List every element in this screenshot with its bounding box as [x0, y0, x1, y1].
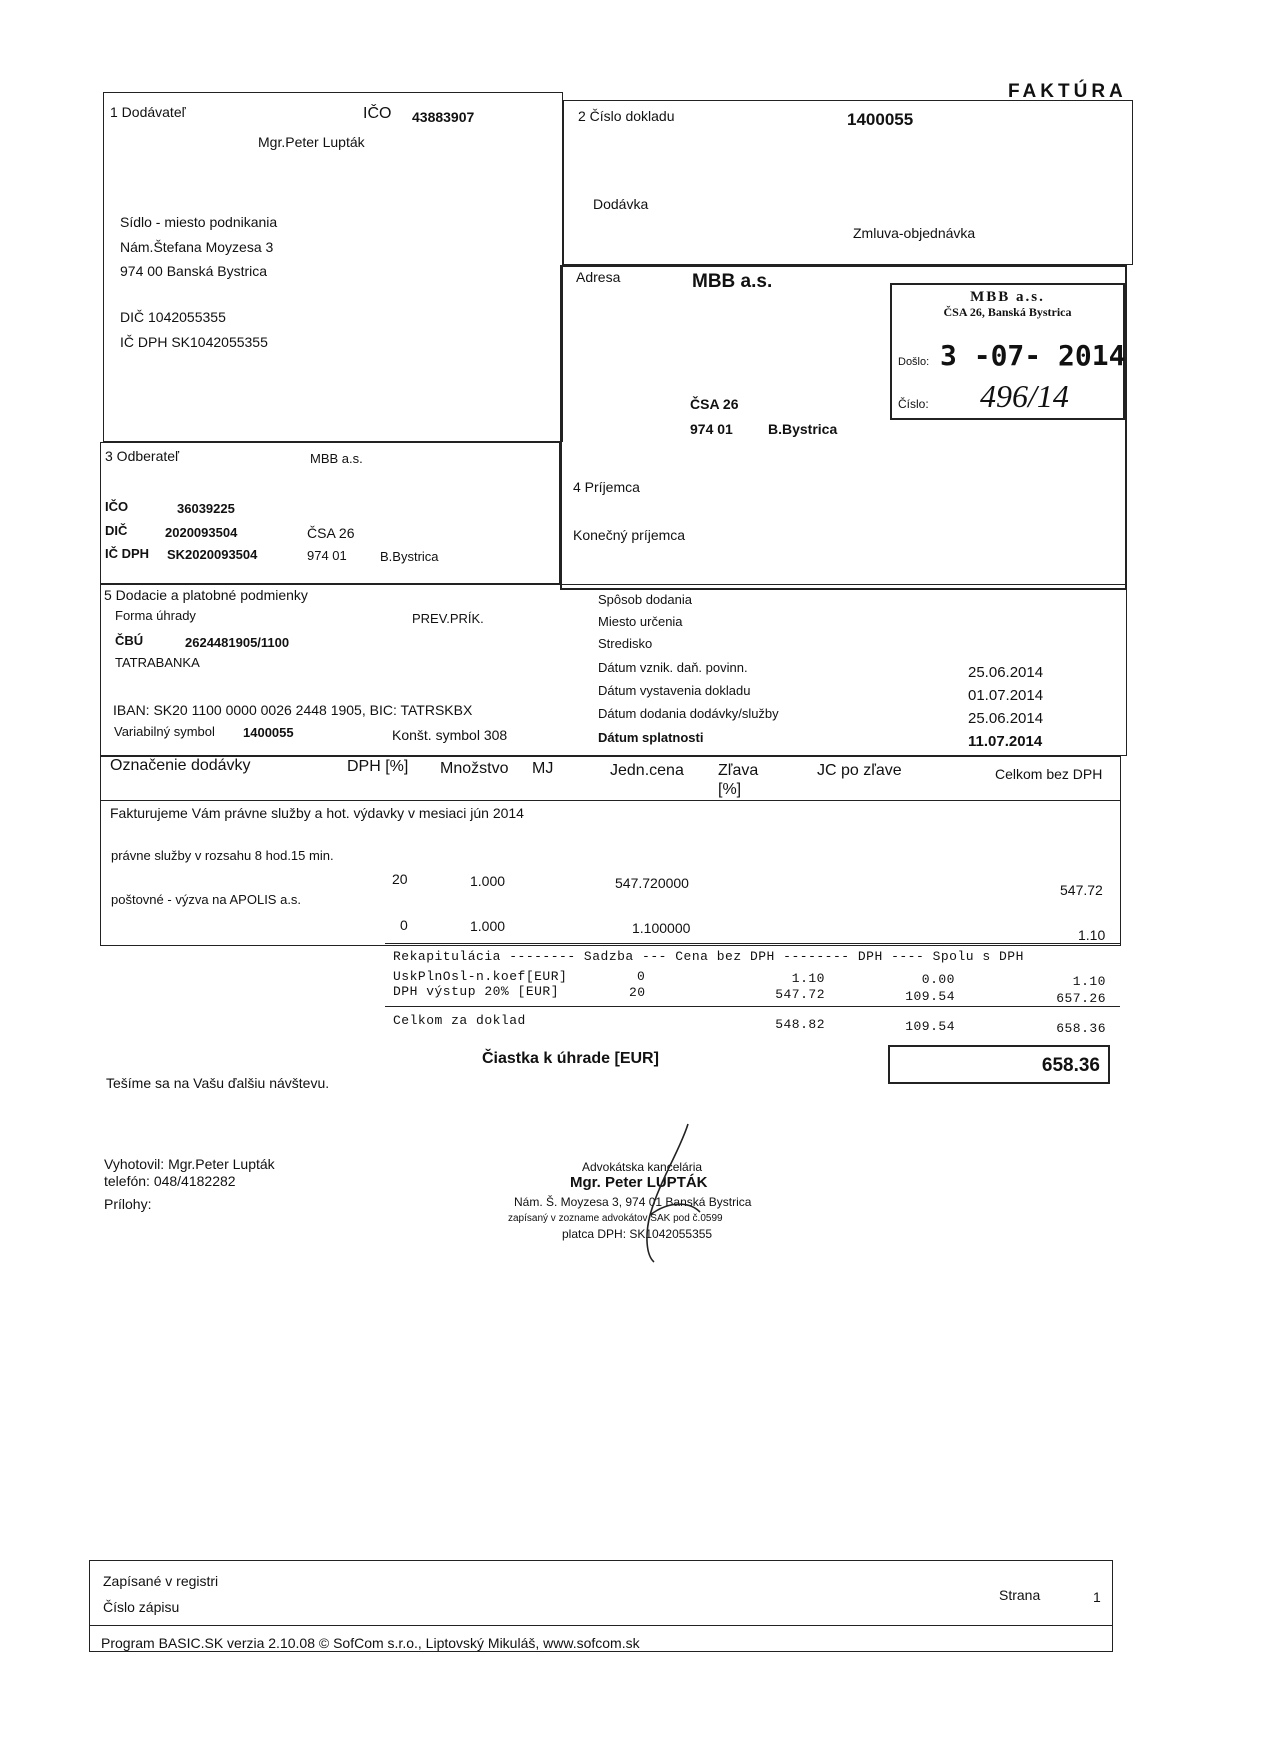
address-label: Adresa [576, 269, 621, 285]
cbu-value: 2624481905/1100 [185, 635, 290, 650]
row-quantity: 1.000 [470, 873, 506, 889]
col-description: Označenie dodávky [110, 757, 251, 774]
recap-sum-label: Celkom za doklad [393, 1013, 526, 1028]
footer-program: Program BASIC.SK verzia 2.10.08 © SofCom s.r.o., Liptovský Mikuláš, www.sofcom.sk [101, 1635, 640, 1651]
due-date-label: Dátum splatnosti [598, 730, 704, 745]
footer-page-value: 1 [1093, 1589, 1101, 1605]
footer-registered: Zapísané v registri [103, 1573, 219, 1589]
recap-row-total: 657.26 [1056, 991, 1106, 1006]
buyer-city: B.Bystrica [380, 549, 439, 564]
stamp-address: ČSA 26, Banská Bystrica [943, 305, 1072, 319]
iban: IBAN: SK20 1100 0000 0026 2448 1905, BIC: TATRSKBX [113, 702, 473, 718]
payment-amount: 658.36 [1041, 1055, 1100, 1076]
col-unit: MJ [532, 760, 554, 777]
recap-sum-vat: 109.54 [905, 1019, 955, 1034]
supplier-ico-value: 43883907 [412, 109, 475, 125]
recap-sum-rule [385, 1006, 1120, 1007]
recap-sum-total: 658.36 [1056, 1021, 1106, 1036]
buyer-ico-label: IČO [105, 499, 129, 514]
col-unit-price: Jedn.cena [610, 762, 684, 779]
recap-sum-base: 548.82 [775, 1017, 825, 1032]
row-unit-price: 547.720000 [615, 875, 689, 891]
payment-form-label: Forma úhrady [115, 608, 196, 623]
supplier-ic-dph: IČ DPH SK1042055355 [120, 334, 268, 350]
thanks-text: Tešíme sa na Vašu ďalšiu návštevu. [106, 1075, 330, 1091]
attachments-label: Prílohy: [104, 1196, 152, 1212]
sig-line-2: Mgr. Peter LUPTÁK [570, 1174, 708, 1191]
recap-row-vat: 0.00 [921, 972, 955, 987]
issue-date-label: Dátum vystavenia dokladu [598, 683, 751, 698]
footer-page-label: Strana [999, 1587, 1041, 1603]
delivery-date-value: 25.06.2014 [968, 710, 1044, 727]
delivery-label: Dodávka [593, 196, 649, 212]
recap-row-label: UskPlnOsl-n.koef[EUR] [393, 969, 568, 984]
var-symbol-value: 1400055 [243, 725, 294, 740]
address-company: MBB a.s. [692, 271, 773, 292]
stamp-received-value: 3 -07- 2014 [940, 339, 1126, 372]
supplier-section-label: 1 Dodávateľ [110, 104, 186, 120]
payment-amount-box [888, 1045, 1110, 1084]
terms-section-label: 5 Dodacie a platobné podmienky [104, 587, 308, 603]
received-stamp [890, 283, 1125, 420]
col-quantity: Množstvo [440, 760, 509, 777]
address-street: ČSA 26 [690, 396, 739, 412]
doc-type-title: FAKTÚRA [1008, 81, 1127, 102]
supplier-city: 974 00 Banská Bystrica [120, 263, 268, 279]
row-description: poštovné - výzva na APOLIS a.s. [111, 892, 302, 907]
contract-label: Zmluva-objednávka [853, 225, 976, 241]
supplier-ico-label: IČO [363, 105, 392, 122]
delivery-date-label: Dátum dodania dodávky/služby [598, 706, 779, 721]
buyer-dic-value: 2020093504 [165, 525, 238, 540]
signature-stamp [500, 1150, 800, 1260]
buyer-name: MBB a.s. [310, 451, 363, 466]
address-zip: 974 01 [690, 421, 733, 437]
buyer-icdph-value: SK2020093504 [167, 547, 258, 562]
var-symbol-label: Variabilný symbol [114, 724, 215, 739]
phone: telefón: 048/4182282 [104, 1173, 236, 1189]
center-label: Stredisko [598, 636, 653, 651]
stamp-company: MBB a.s. [970, 289, 1045, 305]
address-city: B.Bystrica [768, 421, 838, 437]
buyer-icdph-label: IČ DPH [105, 546, 150, 561]
row-vat: 0 [400, 917, 408, 933]
sig-line-5: platca DPH: SK1042055355 [562, 1227, 713, 1241]
doc-number-value: 1400055 [847, 110, 914, 129]
buyer-section-label: 3 Odberateľ [105, 448, 180, 464]
supplier-street: Nám.Štefana Moyzesa 3 [120, 239, 274, 255]
recap-row-base: 1.10 [791, 971, 825, 986]
col-discount: Zľava [718, 762, 759, 779]
bank-name: TATRABANKA [115, 655, 200, 670]
buyer-ico-value: 36039225 [177, 501, 235, 516]
stamp-received-label: Došlo: [898, 356, 930, 368]
final-recipient-label: Konečný príjemca [573, 527, 686, 543]
destination-label: Miesto určenia [598, 614, 683, 629]
row-total: 547.72 [1060, 882, 1103, 898]
payment-label: Čiastka k úhrade [EUR] [482, 1050, 659, 1067]
row-quantity: 1.000 [470, 918, 506, 934]
footer-divider [89, 1625, 1113, 1626]
supplier-seat-label: Sídlo - miesto podnikania [120, 214, 278, 230]
stamp-number-label: Číslo: [898, 397, 929, 411]
row-unit-price: 1.100000 [632, 920, 691, 936]
buyer-street: ČSA 26 [307, 525, 355, 541]
row-total: 1.10 [1078, 927, 1106, 943]
col-total-no-vat: Celkom bez DPH [995, 766, 1103, 782]
signature-scribble [620, 1120, 710, 1270]
supplier-dic: DIČ 1042055355 [120, 309, 226, 325]
issue-date-value: 01.07.2014 [968, 687, 1044, 704]
tax-date-label: Dátum vznik. daň. povinn. [598, 660, 748, 675]
recap-row-total: 1.10 [1072, 974, 1106, 989]
buyer-zip: 974 01 [307, 548, 347, 563]
buyer-dic-label: DIČ [105, 523, 128, 538]
delivery-method-label: Spôsob dodania [598, 592, 692, 607]
row-description: právne služby v rozsahu 8 hod.15 min. [111, 848, 334, 863]
supplier-name: Mgr.Peter Lupták [258, 134, 365, 150]
recap-row-label: DPH výstup 20% [EUR] [393, 984, 560, 999]
recap-row-base: 547.72 [775, 987, 825, 1002]
payment-form-value: PREV.PRÍK. [412, 611, 484, 626]
const-symbol: Konšt. symbol 308 [392, 727, 508, 743]
footer-reg-number: Číslo zápisu [103, 1599, 180, 1615]
items-header-divider [100, 800, 1121, 801]
recap-row-vat: 109.54 [905, 989, 955, 1004]
recap-row-rate: 0 [637, 969, 646, 984]
cbu-label: ČBÚ [115, 633, 144, 648]
sig-line-4: zapísaný v zozname advokátov SAK pod č.0599 [508, 1213, 723, 1224]
prepared-by: Vyhotovil: Mgr.Peter Lupták [104, 1156, 275, 1172]
col-vat: DPH [%] [347, 758, 409, 775]
doc-number-label: 2 Číslo dokladu [578, 108, 675, 124]
due-date-value: 11.07.2014 [968, 733, 1043, 750]
sig-line-3: Nám. Š. Moyzesa 3, 974 01 Banská Bystrica [514, 1195, 752, 1209]
row-vat: 20 [392, 871, 408, 887]
recap-header: Rekapitulácia -------- Sadzba --- Cena bez DPH -------- DPH ---- Spolu s DPH [393, 949, 1024, 964]
recap-top-rule [385, 943, 1120, 944]
col-discount-unit: [%] [718, 781, 742, 798]
sig-line-1: Advokátska kancelária [582, 1160, 703, 1174]
col-price-after-discount: JC po zľave [817, 762, 902, 779]
recipient-section-label: 4 Príjemca [573, 479, 640, 495]
recap-row-rate: 20 [629, 985, 646, 1000]
items-intro: Fakturujeme Vám právne služby a hot. výdavky v mesiaci jún 2014 [110, 805, 524, 821]
stamp-number-handwritten: 496/14 [980, 378, 1069, 414]
tax-date-value: 25.06.2014 [968, 664, 1044, 681]
